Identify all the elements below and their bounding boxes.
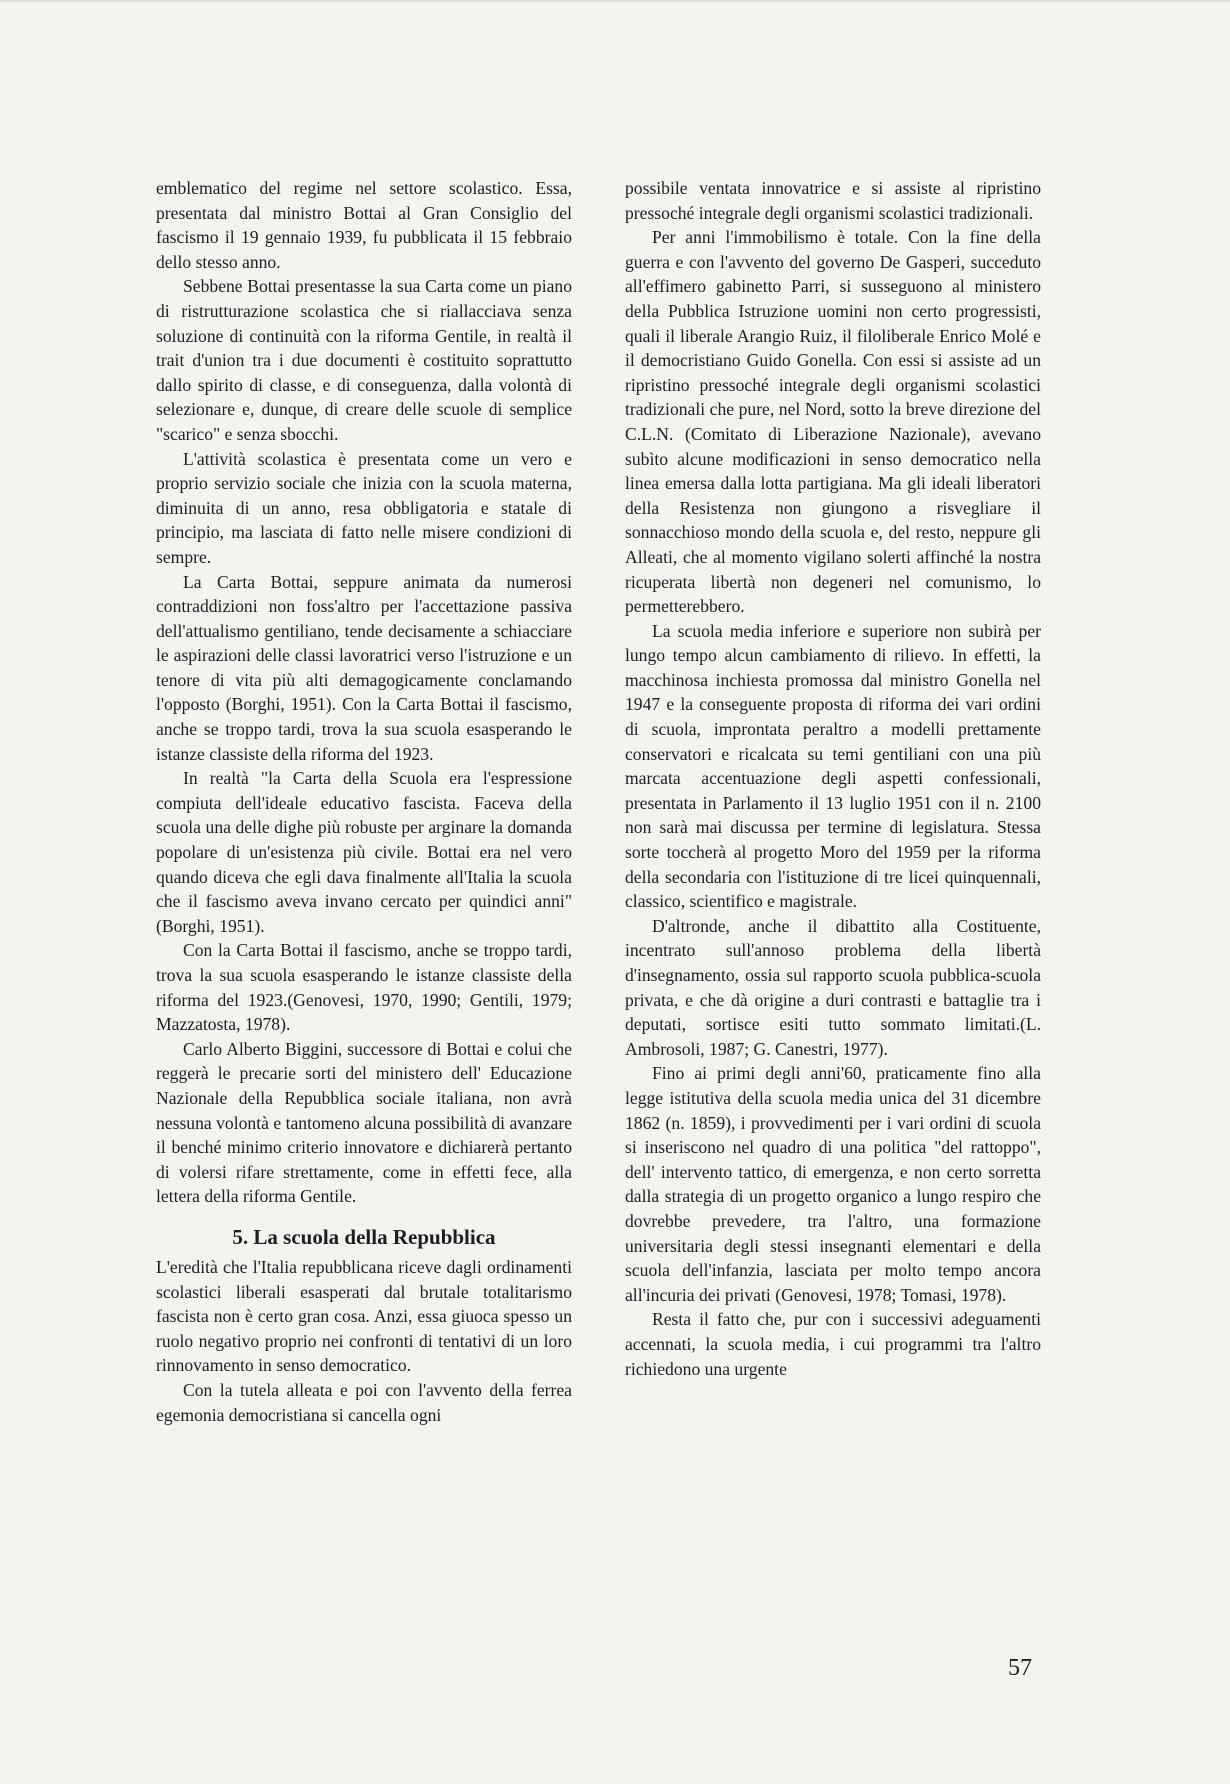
paragraph: possibile ventata innovatrice e si assiste al ripristino pressoché integrale degli organismi scolastici tradizionali. <box>625 178 1041 223</box>
paragraph: In realtà "la Carta della Scuola era l'espressione compiuta dell'ideale educativo fascista. Faceva della scuola una delle dighe più robuste per arginare la domanda popolare di un'esistenza più civile. Bottai era nel vero quando diceva che egli dava finalmente all'Italia la scuola che il fascismo aveva invano cercato per quindici anni" (Borghi, 1951). <box>156 768 572 936</box>
paragraph: D'altronde, anche il dibattito alla Costituente, incentrato sull'annoso problema della libertà d'insegnamento, ossia sul rapporto scuola pubblica-scuola privata, e che dà origine a duri contrasti e battaglie tra i deputati, sortisce esiti tutto sommato limitati.(L. Ambrosoli, 1987; G. Canestri, 1977). <box>625 915 1041 1059</box>
paragraph: Per anni l'immobilismo è totale. Con la fine della guerra e con l'avvento del governo De Gasperi, succeduto all'effimero gabinetto Parri, si susseguono al ministero della Pubblica Istruzione uomini non certo progressisti, quali il liberale Arangio Ruiz, il filoliberale Enrico Molé e il democristiano Guido Gonella. Con essi si assiste ad un ripristino pressoché integrale degli organismi scolastici tradizionali che pure, nel Nord, sotto la breve direzione del C.L.N. (Comitato di Liberazione Nazionale), avevano subìto alcune modificazioni in senso democratico nella linea emersa dalla lotta partigiana. Ma gli ideali liberatori della Resistenza non giungono a risvegliare il sonnacchioso mondo della scuola e, del resto, neppure gli Alleati, che al momento vigilano solerti affinché la nostra ricuperata libertà non degeneri nel comunismo, lo permetterebbero. <box>625 227 1041 617</box>
paragraph: Resta il fatto che, pur con i successivi adeguamenti accennati, la scuola media, i cui programmi tra l'altro richiedono una urgente <box>625 1309 1041 1379</box>
paragraph: La scuola media inferiore e superiore non subirà per lungo tempo alcun cambiamento di rilievo. In effetti, la macchinosa inchiesta promossa dal ministro Gonella nel 1947 e la conseguente proposta di riforma dei vari ordini di scuola, improntata peraltro a modelli prettamente conservatori e ricalcata su temi gentiliani con una più marcata accentuazione degli aspetti confessionali, presentata in Parlamento il 13 luglio 1951 con il n. 2100 non sarà mai discussa per termine di legislatura. Stessa sorte toccherà al progetto Moro del 1959 per la riforma della secondaria con l'istituzione di tre licei quinquennali, classico, scientifico e magistrale. <box>625 620 1041 912</box>
page-number: 57 <box>1008 1655 1032 1681</box>
paragraph: emblematico del regime nel settore scolastico. Essa, presentata dal ministro Bottai al Gran Consiglio del fascismo il 19 gennaio 1939, fu pubblicata il 15 febbraio dello stesso anno. <box>156 178 572 272</box>
left-column <box>156 176 572 1427</box>
paragraph: La Carta Bottai, seppure animata da numerosi contraddizioni non foss'altro per l'accettazione passiva dell'attualismo gentiliano, tende decisamente a schiacciare le aspirazioni delle classi lavoratrici verso l'istruzione e un tenore di vita più alti demagogicamente conclamando l'opposto (Borghi, 1951). Con la Carta Bottai il fascismo, anche se troppo tardi, trova la sua scuola esasperando le istanze classiste della riforma del 1923. <box>156 571 572 764</box>
paragraph: Sebbene Bottai presentasse la sua Carta come un piano di ristrutturazione scolastica che si riallacciava senza soluzione di continuità con la riforma Gentile, in realtà il trait d'union tra i due documenti è costituito soprattutto dallo spirito di classe, e di conseguenza, dalla volontà di selezionare e, dunque, di creare delle scuole di semplice "scarico" e senza sbocchi. <box>156 276 572 444</box>
paragraph: Con la Carta Bottai il fascismo, anche se troppo tardi, trova la sua scuola esasperando le istanze classiste della riforma del 1923.(Genovesi, 1970, 1990; Gentili, 1979; Mazzatosta, 1978). <box>156 940 572 1035</box>
paragraph: L'attività scolastica è presentata come un vero e proprio servizio sociale che inizia con la scuola materna, diminuita di un anno, resa obbligatoria e statale di principio, ma lasciata di fatto nelle misere condizioni di sempre. <box>156 448 572 567</box>
paragraph: Carlo Alberto Biggini, successore di Bottai e colui che reggerà le precarie sorti del ministero dell' Educazione Nazionale della Repubblica sociale italiana, non avrà nessuna volontà e tantomeno alcuna possibilità di avanzare il benché minimo criterio innovatore e dichiarerà pertanto di volersi rifare strettamente, come in effetti fece, alla lettera della riforma Gentile. <box>156 1038 572 1207</box>
paragraph: Con la tutela alleata e poi con l'avvento della ferrea egemonia democristiana si cancella ogni <box>156 1379 572 1425</box>
paragraph: L'eredità che l'Italia repubblicana riceve dagli ordinamenti scolastici liberali esasperati dal brutale totalitarismo fascista non è certo gran cosa. Anzi, essa giuoca spesso un ruolo negativo proprio nei confronti di tentativi di un loro rinnovamento in senso democratico. <box>156 1256 572 1376</box>
page-top-edge <box>0 0 1230 2</box>
paragraph: Fino ai primi degli anni'60, praticamente fino alla legge istitutiva della scuola media unica del 31 dicembre 1862 (n. 1859), i provvedimenti per i vari ordini di scuola si inseriscono nel quadro di una politica "del rattoppo", dell' intervento tattico, di emergenza, e non certo sorretta dalla strategia di un progetto organico a lungo respiro che dovrebbe prevedere, tra l'altro, una formazione universitaria degli stessi insegnanti elementari e della scuola dell'infanzia, lasciata per molto tempo ancora all'incuria dei privati (Genovesi, 1978; Tomasi, 1978). <box>625 1063 1041 1305</box>
section-heading: 5. La scuola della Repubblica <box>232 1224 496 1249</box>
right-column <box>625 176 1041 1381</box>
